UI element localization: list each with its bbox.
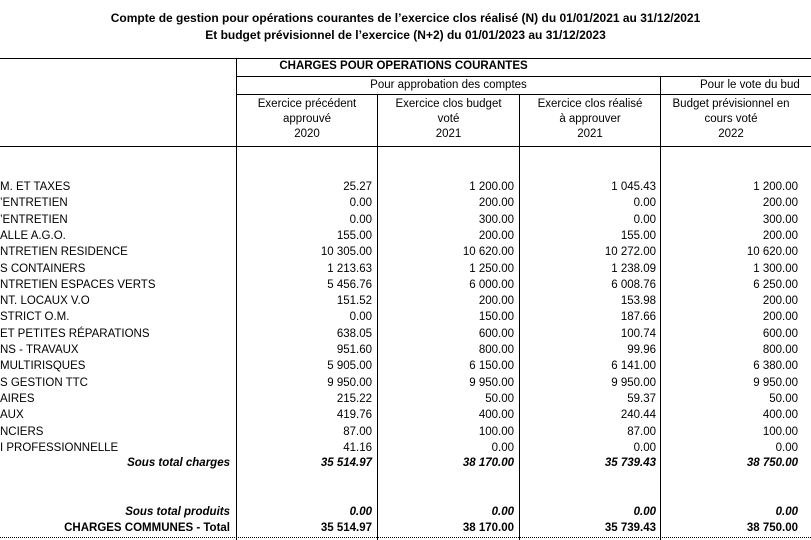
row-value: 200.00 (762, 295, 798, 308)
row-value: 400.00 (762, 409, 798, 422)
report-title-line1: Compte de gestion pour opérations courantes de l’exercice clos réalisé (N) du 01/01/2021 au 31/12/2021 (110, 11, 701, 25)
subtotal-charges-label: Sous total charges (127, 457, 230, 469)
table-row (0, 358, 811, 374)
row-value: 200.00 (762, 311, 798, 324)
row-value: 600.00 (762, 327, 798, 340)
row-label: NTRETIEN ESPACES VERTS (0, 278, 156, 291)
row-value: 600.00 (478, 327, 514, 340)
row-value: 200.00 (762, 229, 798, 242)
column-header-line: Budget prévisionnel en (672, 98, 790, 110)
row-value: 10 272.00 (604, 246, 656, 259)
row-label: ’ENTRETIEN (0, 213, 68, 226)
row-value: 1 200.00 (469, 181, 514, 193)
row-value: 9 950.00 (469, 376, 514, 389)
row-label: NS - TRAVAUX (0, 344, 79, 356)
row-value: 41.16 (343, 441, 372, 454)
row-value: 10 620.00 (462, 246, 514, 259)
row-value: 150.00 (478, 311, 514, 324)
total-row (0, 520, 811, 536)
row-value: 0.00 (349, 197, 372, 210)
row-value: 6 380.00 (753, 360, 798, 373)
row-label: STRICT O.M. (0, 311, 70, 324)
row-value: 87.00 (627, 425, 656, 438)
row-value: 9 950.00 (753, 376, 798, 389)
column-header-year: 2021 (577, 128, 603, 140)
row-value: 1 213.63 (327, 262, 372, 275)
total-value: 35 739.43 (604, 522, 656, 534)
column-header-line: Exercice clos budget (395, 98, 502, 110)
row-value: 0.00 (633, 213, 656, 226)
row-value: 25.27 (343, 181, 372, 193)
total-label: CHARGES COMMUNES - Total (64, 522, 230, 534)
row-value: 6 250.00 (753, 278, 798, 291)
table-row (0, 212, 811, 228)
row-value: 6 150.00 (469, 360, 514, 373)
row-value: 300.00 (762, 213, 798, 226)
row-label: AIRES (0, 392, 35, 405)
row-value: 800.00 (478, 344, 514, 356)
table-row (0, 228, 811, 244)
table-row (0, 375, 811, 391)
table-row (0, 326, 811, 342)
row-label: NTRETIEN RESIDENCE (0, 246, 128, 259)
subtotal-produits-value: 0.00 (775, 506, 798, 518)
row-value: 0.00 (633, 197, 656, 210)
row-label: NT. LOCAUX V.O (0, 295, 90, 308)
column-header-line: Exercice clos réalisé (537, 98, 643, 110)
column-header-2022 (661, 97, 801, 142)
row-value: 6 141.00 (611, 360, 656, 373)
row-value: 951.60 (336, 344, 372, 356)
row-label: S GESTION TTC (0, 376, 88, 389)
column-header-budget-2021 (378, 97, 519, 142)
table-row (0, 277, 811, 293)
subtotal-produits-label: Sous total produits (125, 506, 230, 518)
subtotal-produits-value: 0.00 (349, 506, 372, 518)
section-header-border (236, 76, 811, 77)
row-value: 100.00 (478, 425, 514, 438)
section-header: CHARGES POUR OPERATIONS COURANTES (279, 60, 528, 72)
row-value: 100.00 (762, 425, 798, 438)
row-value: 1 300.00 (753, 262, 798, 275)
table-row (0, 440, 811, 456)
table-row (0, 244, 811, 260)
row-label: ’ENTRETIEN (0, 197, 68, 210)
table-row (0, 407, 811, 423)
row-value: 1 200.00 (753, 181, 798, 193)
row-value: 419.76 (336, 409, 372, 422)
row-value: 10 620.00 (746, 246, 798, 259)
row-value: 638.05 (336, 327, 372, 340)
row-value: 200.00 (478, 197, 514, 210)
total-value: 38 170.00 (462, 522, 514, 534)
row-value: 200.00 (478, 295, 514, 308)
column-header-line: voté (437, 113, 460, 125)
row-value: 155.00 (620, 229, 656, 242)
column-header-line: à approuver (559, 113, 621, 125)
row-value: 10 305.00 (320, 246, 372, 259)
row-value: 155.00 (336, 229, 372, 242)
row-value: 0.00 (775, 441, 798, 454)
row-value: 300.00 (478, 213, 514, 226)
table-row (0, 424, 811, 440)
row-value: 0.00 (491, 441, 514, 454)
row-value: 151.52 (336, 295, 372, 308)
row-label: AUX (0, 409, 24, 422)
subtotal-produits-row (0, 504, 811, 520)
row-label: ALLE A.G.O. (0, 229, 66, 242)
row-value: 200.00 (762, 197, 798, 210)
row-value: 1 045.43 (611, 181, 656, 193)
table-row (0, 195, 811, 211)
table-row (0, 342, 811, 358)
column-header-line: approuvé (283, 113, 331, 125)
row-value: 6 008.76 (611, 278, 656, 291)
column-header-2020 (237, 97, 377, 142)
column-header-border (0, 146, 811, 147)
row-value: 50.00 (485, 392, 514, 405)
row-label: I PROFESSIONNELLE (0, 441, 119, 454)
row-value: 1 238.09 (611, 262, 656, 275)
row-label: NCIERS (0, 425, 44, 438)
column-header-line: cours voté (704, 113, 758, 125)
table-row (0, 261, 811, 277)
group-header-vote: Pour le vote du bud (700, 79, 800, 91)
column-header-year: 2020 (294, 128, 320, 140)
table-row (0, 179, 811, 195)
table-row (0, 309, 811, 325)
total-value: 35 514.97 (320, 522, 372, 534)
table-row (0, 391, 811, 407)
column-header-year: 2022 (718, 128, 744, 140)
row-value: 5 456.76 (327, 278, 372, 291)
total-value: 38 750.00 (746, 522, 798, 534)
row-label: S CONTAINERS (0, 262, 86, 275)
row-label: MULTIRISQUES (0, 360, 86, 373)
subtotal-produits-value: 0.00 (633, 506, 656, 518)
row-value: 1 250.00 (469, 262, 514, 275)
column-header-year: 2021 (435, 128, 462, 140)
row-value: 99.96 (627, 344, 656, 356)
row-label: ET PETITES RÉPARATIONS (0, 327, 150, 340)
row-label: M. ET TAXES (0, 181, 71, 193)
row-value: 400.00 (478, 409, 514, 422)
subtotal-charges-value: 35 514.97 (320, 457, 372, 469)
row-value: 9 950.00 (327, 376, 372, 389)
row-value: 0.00 (633, 441, 656, 454)
report-title-line2: Et budget prévisionnel de l’exercice (N+2) du 01/01/2023 au 31/12/2023 (205, 28, 606, 42)
row-value: 153.98 (620, 295, 656, 308)
group-header-border (236, 94, 811, 95)
bottom-dotted-border (0, 537, 811, 538)
row-value: 240.44 (620, 409, 656, 422)
row-value: 0.00 (349, 311, 372, 324)
subtotal-charges-value: 38 750.00 (746, 457, 798, 469)
subtotal-produits-value: 0.00 (491, 506, 514, 518)
row-value: 200.00 (478, 229, 514, 242)
row-value: 87.00 (343, 425, 372, 438)
column-header-line: Exercice précédent (257, 98, 357, 110)
row-value: 59.37 (627, 392, 656, 405)
subtotal-charges-row (0, 455, 811, 471)
row-value: 800.00 (762, 344, 798, 356)
column-header-realise-2021 (520, 97, 660, 142)
row-value: 187.66 (620, 311, 656, 324)
row-value: 9 950.00 (611, 376, 656, 389)
table-row (0, 293, 811, 309)
row-value: 6 000.00 (469, 278, 514, 291)
row-value: 0.00 (349, 213, 372, 226)
subtotal-charges-value: 35 739.43 (604, 457, 656, 469)
subtotal-charges-value: 38 170.00 (462, 457, 514, 469)
row-value: 100.74 (620, 327, 656, 340)
row-value: 50.00 (769, 392, 798, 405)
row-value: 5 905.00 (327, 360, 372, 373)
row-value: 215.22 (336, 392, 372, 405)
group-header-approbation: Pour approbation des comptes (370, 79, 527, 91)
